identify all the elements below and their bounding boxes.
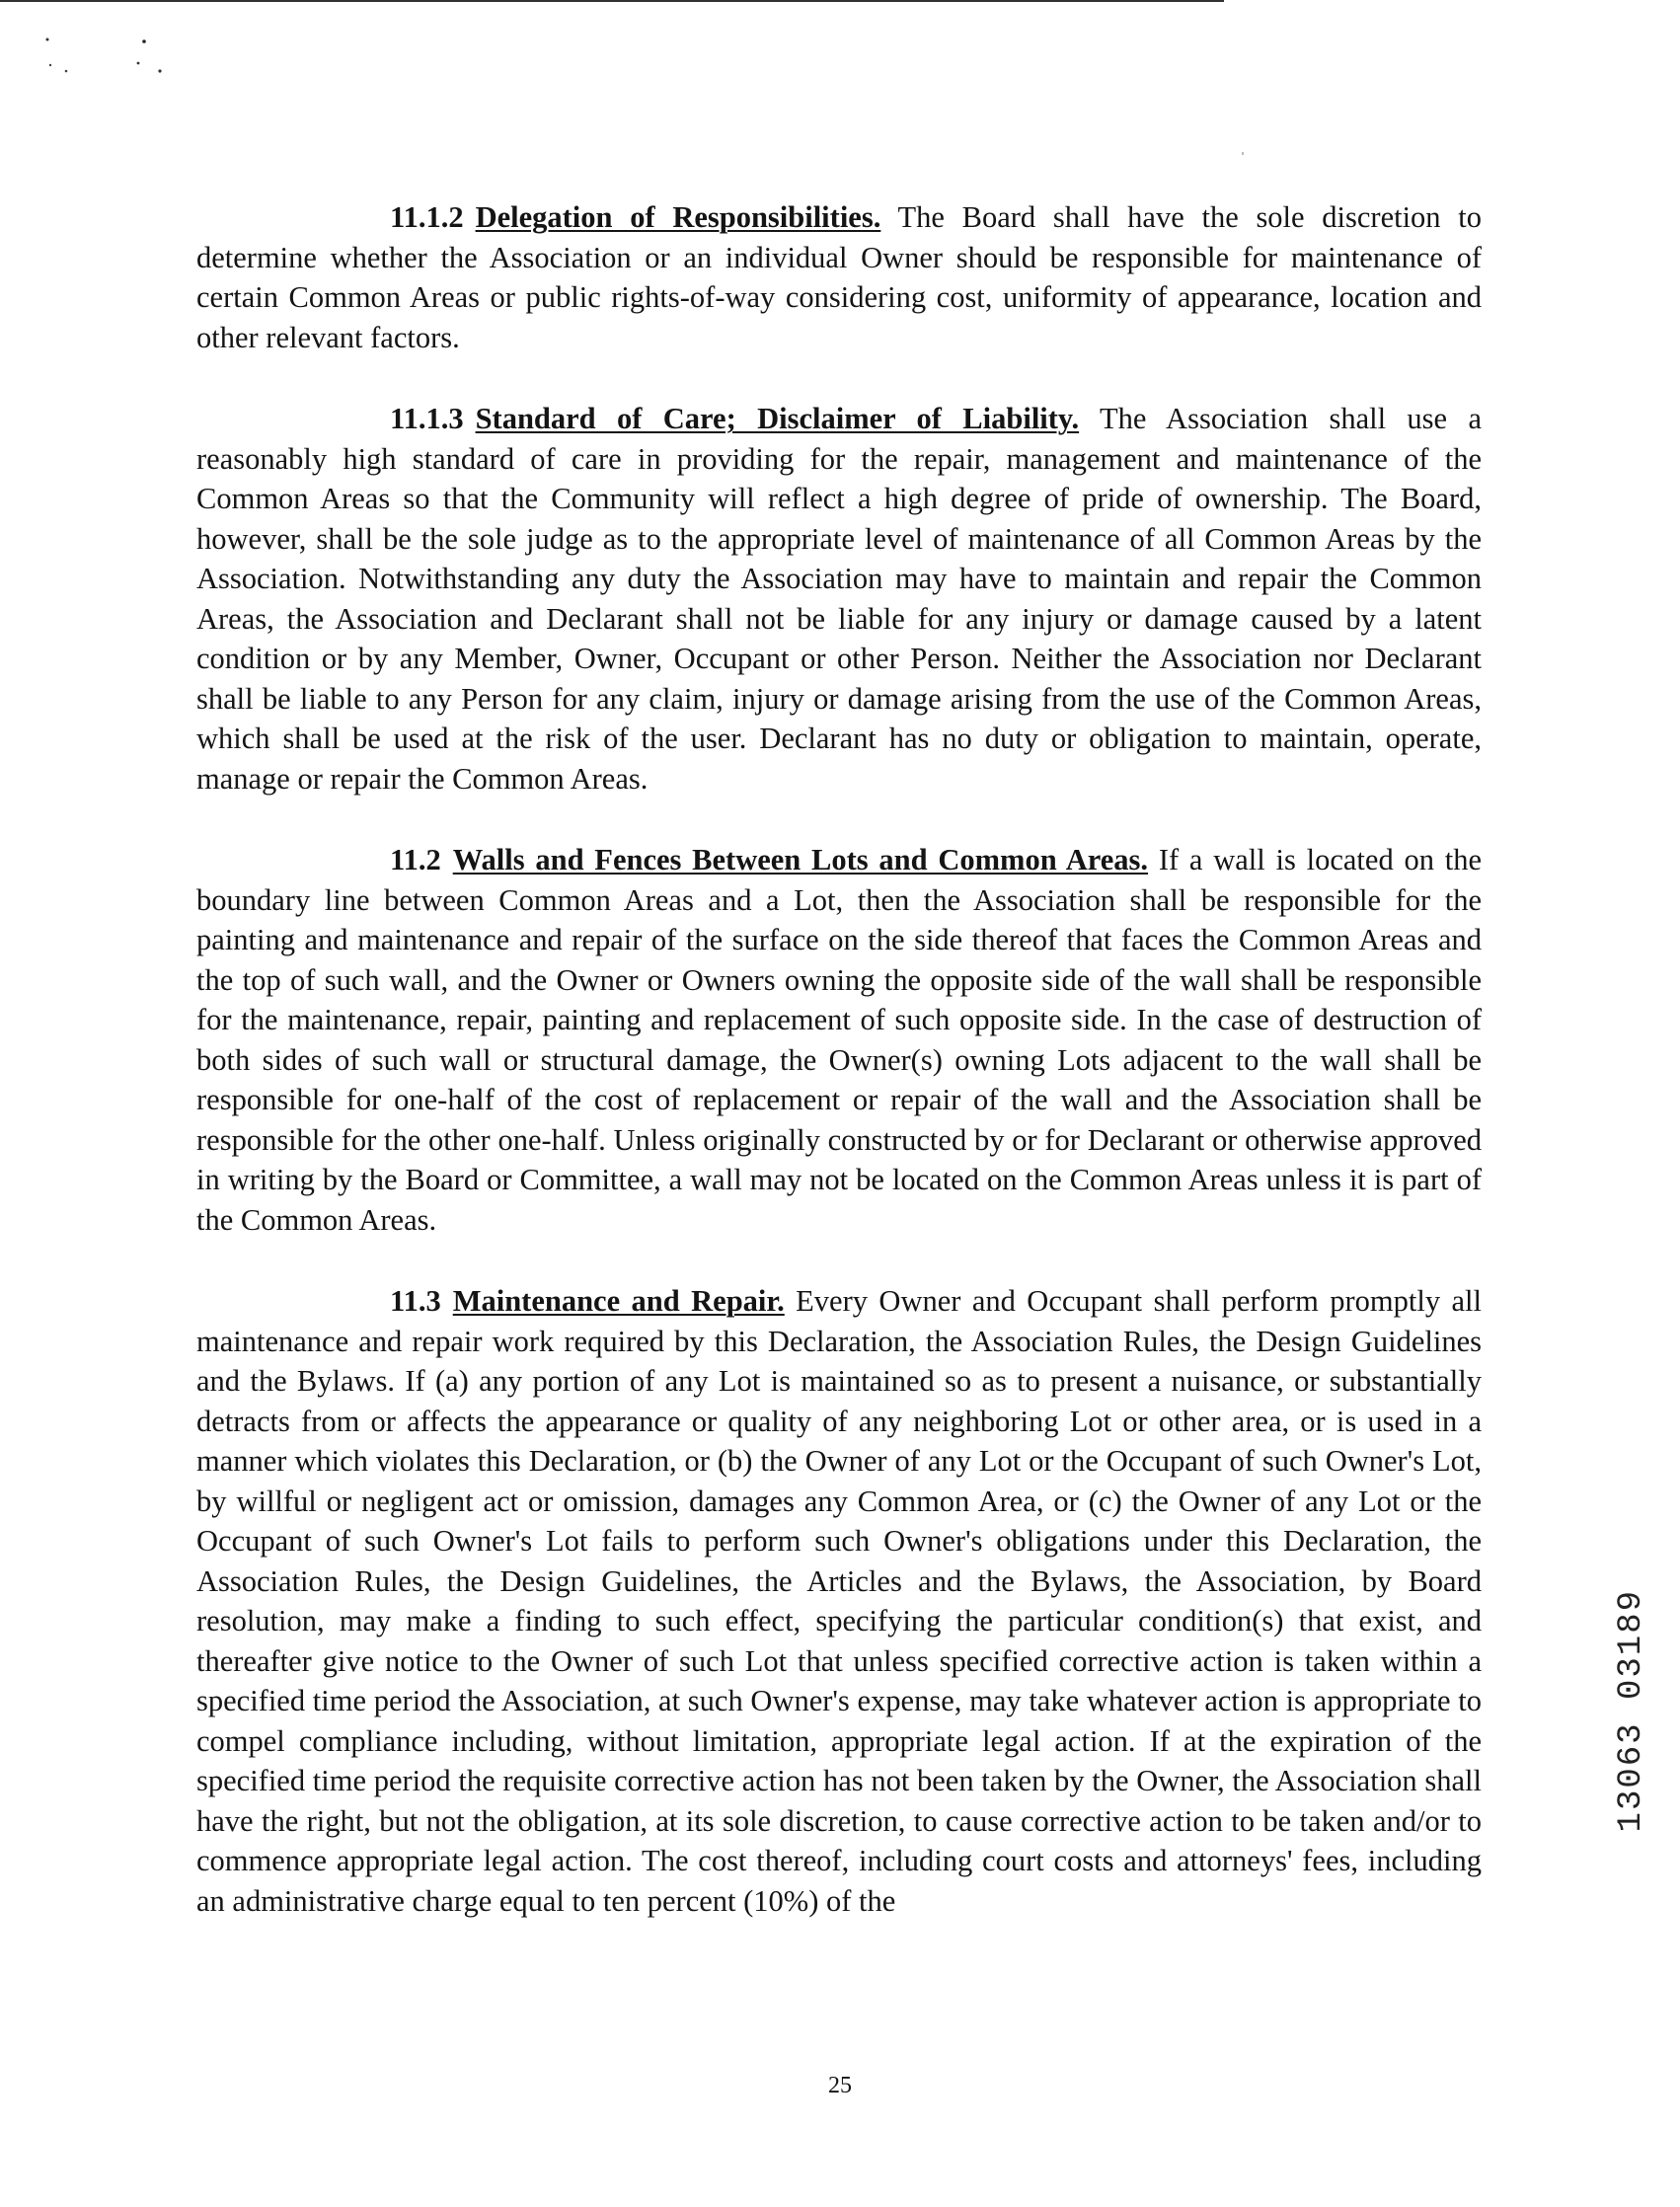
scan-mark: [1242, 152, 1244, 155]
section-paragraph: [196, 1281, 1482, 1921]
section-number: 11.1.2: [390, 200, 464, 234]
section-text: If a wall is located on the boundary line between Common Areas and a Lot, then the Association shall be responsible for the painting and maintenance and repair of the surface on the side thereof that faces the Common Areas and the top of such wall, and the Owner or Owners owning the opposite side of the wall shall be responsible for the maintenance, repair, painting and replacement of such opposite side. In the case of destruction of both sides of such wall or structural damage, the Owner(s) owning Lots adjacent to the wall shall be responsible for one-half of the cost of replacement or repair of the wall and the Association shall be responsible for the other one-half. Unless originally constructed by or for Declarant or otherwise approved in writing by the Board or Committee, a wall may not be located on the Common Areas unless it is part of the Common Areas.: [196, 843, 1482, 1237]
section-text: The Board shall have the sole discretion to determine whether the Association or an individual Owner should be responsible for maintenance of certain Common Areas or public rights-of-way considering cost, uniformity of appearance, location and other relevant factors.: [196, 200, 1482, 354]
section-11-1-3: [196, 399, 1482, 799]
scan-top-edge: [0, 0, 1224, 2]
section-heading: Standard of Care; Disclaimer of Liability.: [475, 402, 1080, 435]
page-number: 25: [828, 2073, 852, 2098]
section-number: 11.2: [390, 843, 441, 876]
section-heading: Walls and Fences Between Lots and Common Areas.: [452, 843, 1149, 876]
section-heading: Maintenance and Repair.: [452, 1284, 785, 1318]
scan-specks: [39, 28, 178, 87]
section-11-3: [196, 1281, 1482, 1921]
section-paragraph: [196, 840, 1482, 1240]
section-heading: Delegation of Responsibilities.: [475, 200, 881, 234]
section-text: The Association shall use a reasonably high standard of care in providing for the repair, management and maintenance of the Common Areas so that the Community will reflect a high degree of pride of ownership. The Board, however, shall be the sole judge as to the appropriate level of maintenance of all Common Areas by the Association. Notwithstanding any duty the Association may have to maintain and repair the Common Areas, the Association and Declarant shall not be liable for any injury or damage caused by a latent condition or by any Member, Owner, Occupant or other Person. Neither the Association nor Declarant shall be liable to any Person for any claim, injury or damage arising from the use of the Common Areas, which shall be used at the risk of the user. Declarant has no duty or obligation to maintain, operate, manage or repair the Common Areas.: [196, 402, 1483, 796]
section-text: Every Owner and Occupant shall perform promptly all maintenance and repair work required by this Declaration, the Association Rules, the Design Guidelines and the Bylaws. If (a) any portion of any Lot is maintained so as to present a nuisance, or substantially detracts from or affects the appearance or quality of any neighboring Lot or other area, or is used in a manner which violates this Declaration, or (b) the Owner of any Lot or the Occupant of such Owner's Lot, by willful or negligent act or omission, damages any Common Area, or (c) the Owner of any Lot or the Occupant of such Owner's Lot fails to perform such Owner's obligations under this Declaration, the Association Rules, the Design Guidelines, the Articles and the Bylaws, the Association, by Board resolution, may make a finding to such effect, specifying the particular condition(s) that exist, and thereafter give notice to the Owner of such Lot that unless specified corrective action is taken within a specified time period the Association, at such Owner's expense, may take whatever action is appropriate to compel compliance including, without limitation, appropriate legal action. If at the expiration of the specified time period the requisite corrective action has not been taken by the Owner, the Association shall have the right, but not the obligation, at its sole discretion, to cause corrective action to be taken and/or to commence appropriate legal action. The cost thereof, including court costs and attorneys' fees, including an administrative charge equal to ten percent (10%) of the: [196, 1284, 1482, 1918]
section-paragraph: [196, 197, 1482, 357]
section-11-1-2: [196, 197, 1482, 357]
document-body: [196, 197, 1482, 1962]
section-number: 11.1.3: [390, 402, 464, 435]
section-11-2: [196, 840, 1482, 1240]
section-number: 11.3: [390, 1284, 441, 1318]
recording-stamp: 13063 03189: [1613, 1589, 1650, 1833]
section-paragraph: [196, 399, 1482, 799]
